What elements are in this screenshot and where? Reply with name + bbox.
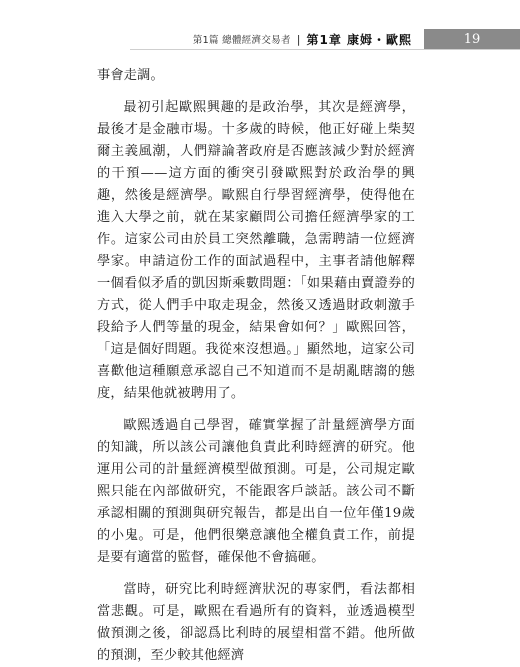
header-separator: | [296,32,301,46]
paragraph: 歐熙透過自己學習，確實掌握了計量經濟學方面的知識，所以該公司讓他負責此利時經濟的研究。他運用公司的計量經濟模型做預測。可是，公司規定歐熙只能在內部做研究，不能跟客戶談話。該公司不斷承認相關的預測與研究報告，都是出自一位年僅19歲的小鬼。可是，他們很樂意讓他全權負責工作，前提是要有適當的監督，確保他不會搞砸。 [97,418,415,565]
header-part-title: 第1篇 總體經濟交易者 [192,35,291,46]
paragraph: 當時，研究比利時經濟狀況的專家們，看法都相當悲觀。可是，歐熙在看過所有的資料，並透過模型做預測之後，卻認爲比利時的展望相當不錯。他所做的預測，至少較其他經濟 [97,582,415,663]
page-number-tab [424,29,520,49]
body-text [97,65,415,667]
page-number: 19 [463,31,481,47]
paragraph-continuation: 事會走調。 [97,68,164,83]
running-header [180,29,520,49]
header-divider [130,49,520,50]
paragraph: 最初引起歐熙興趣的是政治學，其次是經濟學，最後才是金融市場。十多歲的時候，他正好碰上柴契爾主義風潮，人們辯論著政府是否應該減少對於經濟的干預——這方面的衝突引發歐熙對於政治學的興趣，然後是經濟學。歐熙自行學習經濟學，使得他在進入大學之前，就在某家顧問公司擔任經濟學家的工作。這家公司由於員工突然離職，急需聘請一位經濟學家。申請這份工作的面試過程中，主事者請他解釋一個看似矛盾的凱因斯乘數問題：「如果藉由賣證券的方式，從人們手中取走現金，然後又透過財政刺激手段給予人們等量的現金，結果會如何？」歐熙回答，「這是個好問題。我從來沒想過。」顯然地，這家公司喜歡他這種願意承認自己不知道而不是胡亂瞎謅的態度，結果他就被聘用了。 [97,100,415,401]
header-chapter-title: 第1章 康姆・歐熙 [306,32,412,47]
